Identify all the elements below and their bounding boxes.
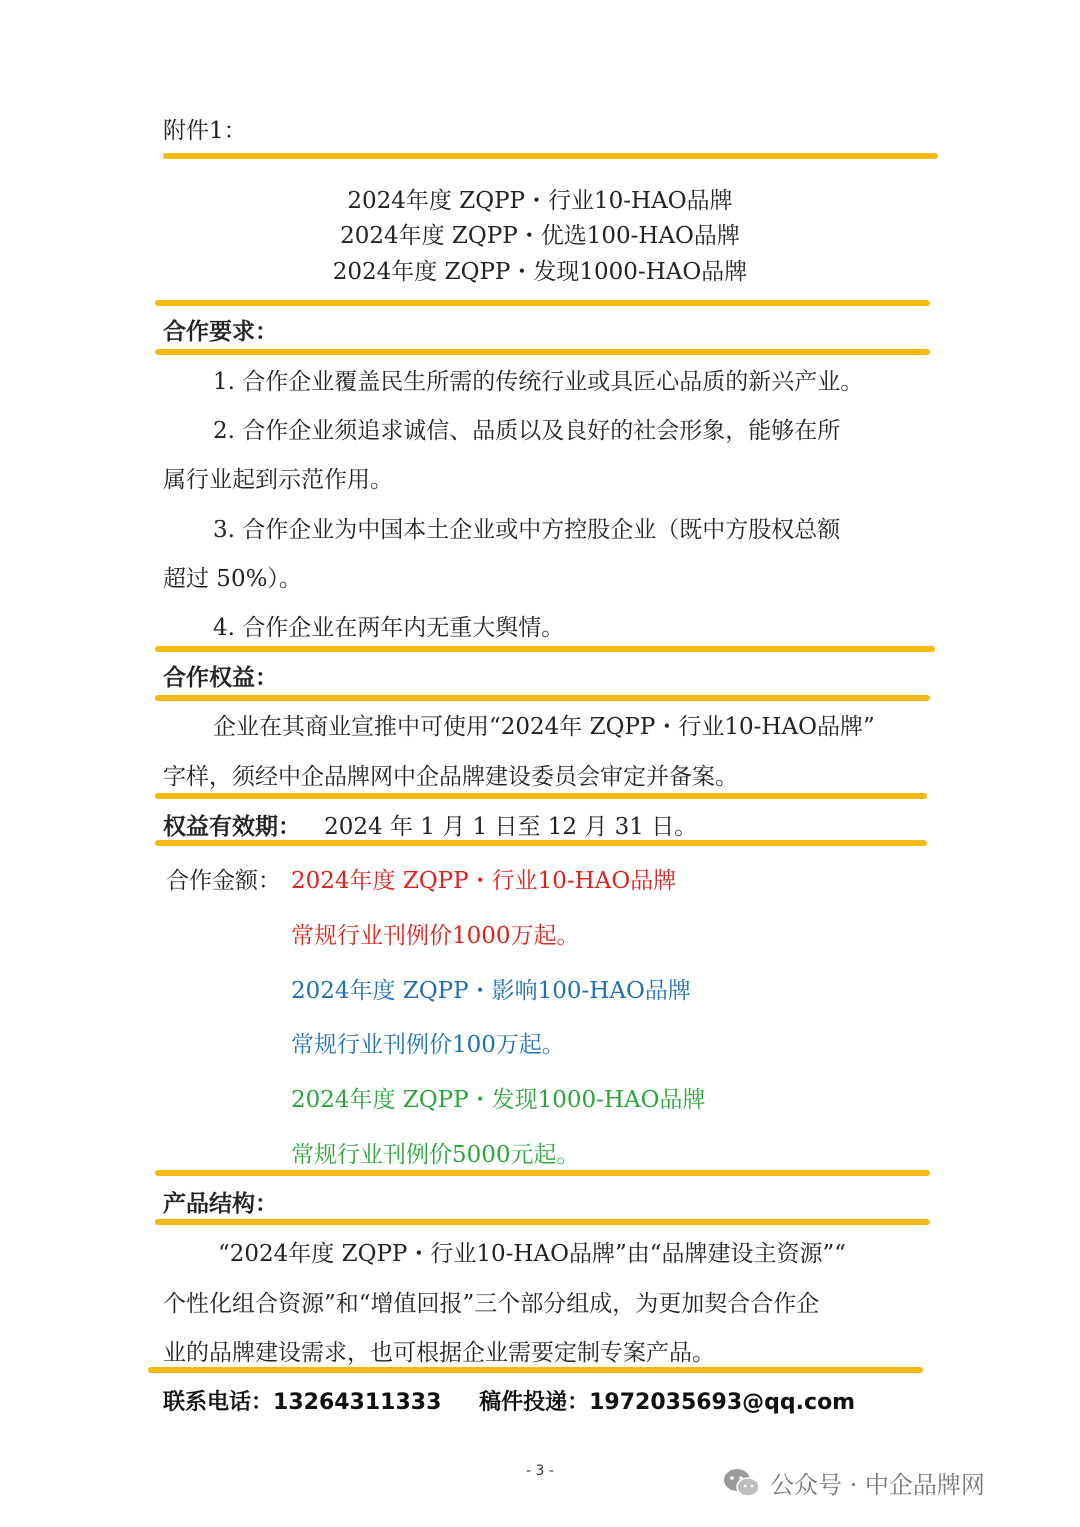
title-line-1: 2024年度 ZQPP・行业10-HAO品牌 <box>347 188 733 214</box>
structure-line: “2024年度 ZQPP・行业10-HAO品牌”由“品牌建设主资源”“ <box>218 1241 846 1267</box>
requirement-item: 3. 合作企业为中国本土企业或中方控股企业（既中方股权总额 <box>213 517 841 543</box>
wechat-icon <box>722 1467 762 1499</box>
structure-line: 个性化组合资源”和“增值回报”三个部分组成，为更加契合合作企 <box>163 1291 820 1317</box>
divider <box>163 153 938 159</box>
divider <box>155 840 927 846</box>
divider <box>148 1367 923 1373</box>
title-line-2: 2024年度 ZQPP・优选100-HAO品牌 <box>340 223 740 249</box>
divider <box>155 349 930 355</box>
divider <box>155 1170 930 1176</box>
phone-label: 联系电话： <box>163 1390 274 1415</box>
divider <box>155 1219 930 1225</box>
pricing-tier-name: 2024年度 ZQPP・影响100-HAO品牌 <box>291 978 691 1004</box>
pricing-tier-price: 常规行业刊例价5000元起。 <box>291 1142 580 1168</box>
requirement-item: 属行业起到示范作用。 <box>163 467 393 493</box>
requirement-item: 1. 合作企业覆盖民生所需的传统行业或具匠心品质的新兴产业。 <box>213 369 864 395</box>
benefits-heading: 合作权益： <box>163 664 278 691</box>
pricing-heading: 合作金额： <box>166 868 281 894</box>
validity-heading: 权益有效期： <box>163 813 301 840</box>
benefits-line: 字样，须经中企品牌网中企品牌建设委员会审定并备案。 <box>163 764 738 790</box>
divider <box>155 793 927 799</box>
structure-heading: 产品结构： <box>163 1190 278 1217</box>
divider <box>155 646 935 652</box>
pricing-tier-name: 2024年度 ZQPP・行业10-HAO品牌 <box>291 868 677 894</box>
benefits-line: 企业在其商业宣推中可使用“2024年 ZQPP・行业10-HAO品牌” <box>213 714 875 740</box>
requirement-item: 4. 合作企业在两年内无重大舆情。 <box>213 615 565 641</box>
requirements-heading: 合作要求： <box>163 318 278 345</box>
watermark-text: 公众号 · 中企品牌网 <box>770 1471 985 1499</box>
validity-value: 2024 年 1 月 1 日至 12 月 31 日。 <box>324 814 698 840</box>
title-line-3: 2024年度 ZQPP・发现1000-HAO品牌 <box>332 259 748 285</box>
email-label: 稿件投递： <box>479 1390 590 1415</box>
requirement-item: 2. 合作企业须追求诚信、品质以及良好的社会形象，能够在所 <box>213 418 841 444</box>
attachment-label: 附件1： <box>163 118 247 144</box>
pricing-tier-price: 常规行业刊例价100万起。 <box>291 1032 565 1058</box>
phone-number: 13264311333 <box>273 1390 442 1415</box>
requirement-item: 超过 50%）。 <box>163 566 302 592</box>
page-number: - 3 - <box>526 1463 554 1479</box>
contact-row <box>163 1385 855 1416</box>
divider <box>155 695 930 701</box>
divider <box>155 300 930 306</box>
watermark <box>722 1465 985 1500</box>
structure-line: 业的品牌建设需求，也可根据企业需要定制专案产品。 <box>163 1340 715 1366</box>
pricing-tier-price: 常规行业刊例价1000万起。 <box>291 923 580 949</box>
pricing-tier-name: 2024年度 ZQPP・发现1000-HAO品牌 <box>291 1087 706 1113</box>
validity-row <box>163 808 697 841</box>
email-address: 1972035693@qq.com <box>589 1390 856 1415</box>
